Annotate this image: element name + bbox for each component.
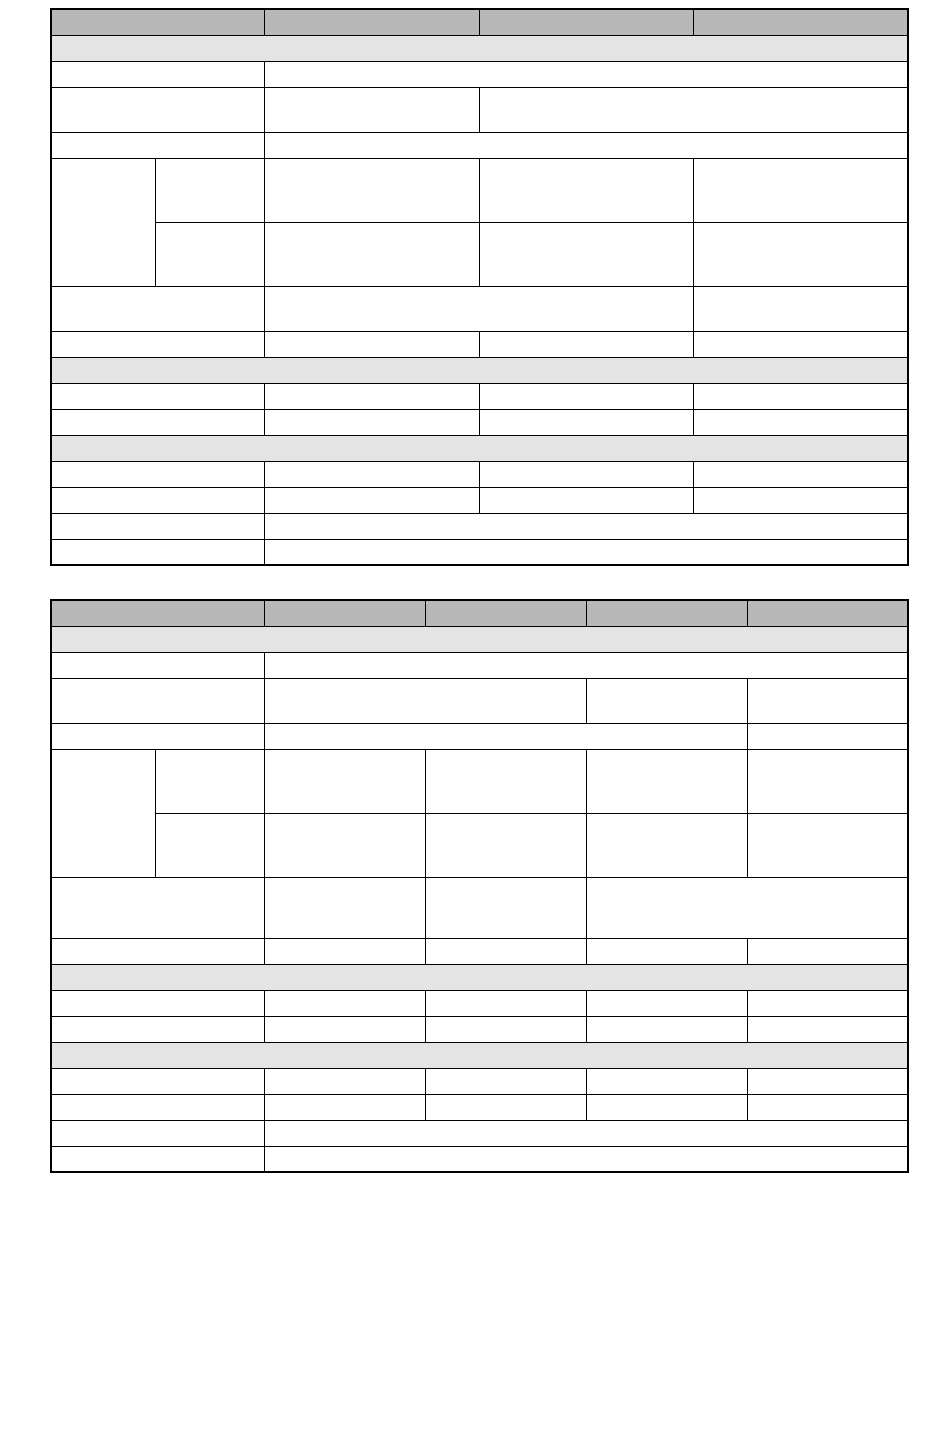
- sub-label: [155, 158, 264, 222]
- table-cell: [479, 87, 908, 132]
- table-cell: [479, 409, 693, 435]
- table-cell: [586, 1016, 747, 1042]
- table-cell: [425, 1094, 586, 1120]
- table-cell: [264, 652, 908, 678]
- section-title: [51, 626, 908, 652]
- table-cell: [425, 877, 586, 938]
- table-cell: [264, 539, 908, 565]
- row-label: [51, 1068, 264, 1094]
- table-cell: [264, 990, 425, 1016]
- header-cell: [264, 600, 425, 626]
- table-cell: [264, 331, 479, 357]
- table-cell: [264, 286, 693, 331]
- header-cell: [693, 9, 908, 35]
- row-label: [51, 61, 264, 87]
- table-row: [51, 938, 908, 964]
- row-label: [51, 1016, 264, 1042]
- table-row: [51, 222, 908, 286]
- table-row: [51, 652, 908, 678]
- section-title: [51, 35, 908, 61]
- header-cell: [51, 600, 264, 626]
- row-label: [51, 938, 264, 964]
- table-cell: [586, 813, 747, 877]
- table-cell: [747, 938, 908, 964]
- table-cell: [747, 813, 908, 877]
- row-label: [51, 1146, 264, 1172]
- section-row: [51, 435, 908, 461]
- table-row: [51, 678, 908, 723]
- table-cell: [264, 222, 479, 286]
- row-label: [51, 331, 264, 357]
- section-row: [51, 626, 908, 652]
- row-label: [51, 461, 264, 487]
- sub-label: [155, 749, 264, 813]
- table-cell: [693, 158, 908, 222]
- row-label: [51, 678, 264, 723]
- table-row: [51, 877, 908, 938]
- table-row: [51, 990, 908, 1016]
- table-cell: [586, 990, 747, 1016]
- row-label: [51, 990, 264, 1016]
- spec-table-2: [50, 599, 909, 1173]
- table-cell: [425, 1016, 586, 1042]
- row-label: [51, 132, 264, 158]
- table-row: [51, 1016, 908, 1042]
- table-row: [51, 513, 908, 539]
- table-row: [51, 1120, 908, 1146]
- table-cell: [264, 513, 908, 539]
- table-row: [51, 286, 908, 331]
- table-cell: [586, 877, 908, 938]
- row-label: [51, 877, 264, 938]
- table-cell: [264, 723, 747, 749]
- table-row: [51, 1094, 908, 1120]
- section-row: [51, 35, 908, 61]
- table-row: [51, 132, 908, 158]
- row-label: [51, 652, 264, 678]
- section-title: [51, 435, 908, 461]
- table-row: [51, 749, 908, 813]
- section-row: [51, 1042, 908, 1068]
- row-label: [51, 1120, 264, 1146]
- table-row: [51, 87, 908, 132]
- table-row: [51, 158, 908, 222]
- sub-label: [155, 222, 264, 286]
- table-row: [51, 61, 908, 87]
- row-label: [51, 487, 264, 513]
- table-cell: [264, 383, 479, 409]
- row-label: [51, 383, 264, 409]
- table-row: [51, 1068, 908, 1094]
- table-cell: [479, 461, 693, 487]
- table-row: [51, 331, 908, 357]
- table-cell: [264, 1146, 908, 1172]
- table-cell: [693, 286, 908, 331]
- row-label: [51, 513, 264, 539]
- table-cell: [747, 749, 908, 813]
- table-cell: [693, 331, 908, 357]
- header-cell: [586, 600, 747, 626]
- row-label: [51, 1094, 264, 1120]
- table-cell: [264, 1120, 908, 1146]
- table-cell: [264, 487, 479, 513]
- table-cell: [479, 158, 693, 222]
- table-row: [51, 383, 908, 409]
- table-cell: [747, 1016, 908, 1042]
- header-cell: [51, 9, 264, 35]
- header-cell: [747, 600, 908, 626]
- table-cell: [479, 487, 693, 513]
- row-label: [51, 409, 264, 435]
- header-cell: [264, 9, 479, 35]
- group-label: [51, 158, 155, 286]
- table-header-row: [51, 600, 908, 626]
- section-row: [51, 357, 908, 383]
- table-cell: [264, 132, 908, 158]
- row-label: [51, 87, 264, 132]
- spec-table-1: [50, 8, 909, 566]
- table-cell: [264, 1068, 425, 1094]
- table-cell: [479, 331, 693, 357]
- table-cell: [586, 749, 747, 813]
- table-cell: [425, 749, 586, 813]
- table-cell: [264, 678, 586, 723]
- table-cell: [586, 1094, 747, 1120]
- table-row: [51, 813, 908, 877]
- table-cell: [264, 409, 479, 435]
- row-label: [51, 539, 264, 565]
- table-cell: [264, 1016, 425, 1042]
- row-label: [51, 723, 264, 749]
- table-cell: [264, 938, 425, 964]
- table-cell: [747, 723, 908, 749]
- header-cell: [425, 600, 586, 626]
- table-cell: [425, 938, 586, 964]
- table-cell: [747, 1094, 908, 1120]
- table-cell: [425, 990, 586, 1016]
- table-cell: [586, 1068, 747, 1094]
- table-row: [51, 461, 908, 487]
- sub-label: [155, 813, 264, 877]
- table-cell: [425, 813, 586, 877]
- table-cell: [747, 678, 908, 723]
- table-cell: [693, 409, 908, 435]
- table-cell: [693, 487, 908, 513]
- table-cell: [693, 222, 908, 286]
- table-cell: [264, 1094, 425, 1120]
- table-cell: [586, 938, 747, 964]
- table-cell: [264, 158, 479, 222]
- table-cell: [747, 990, 908, 1016]
- section-title: [51, 1042, 908, 1068]
- table-row: [51, 539, 908, 565]
- table-row: [51, 1146, 908, 1172]
- table-cell: [479, 383, 693, 409]
- table-cell: [586, 678, 747, 723]
- section-title: [51, 357, 908, 383]
- table-row: [51, 723, 908, 749]
- table-cell: [264, 461, 479, 487]
- section-title: [51, 964, 908, 990]
- table-cell: [264, 61, 908, 87]
- table-header-row: [51, 9, 908, 35]
- table-cell: [264, 877, 425, 938]
- section-row: [51, 964, 908, 990]
- table-cell: [693, 461, 908, 487]
- header-cell: [479, 9, 693, 35]
- table-row: [51, 409, 908, 435]
- table-cell: [747, 1068, 908, 1094]
- table-cell: [264, 813, 425, 877]
- table-row: [51, 487, 908, 513]
- group-label: [51, 749, 155, 877]
- row-label: [51, 286, 264, 331]
- table-cell: [693, 383, 908, 409]
- table-cell: [264, 87, 479, 132]
- table-cell: [425, 1068, 586, 1094]
- table-cell: [264, 749, 425, 813]
- table-cell: [479, 222, 693, 286]
